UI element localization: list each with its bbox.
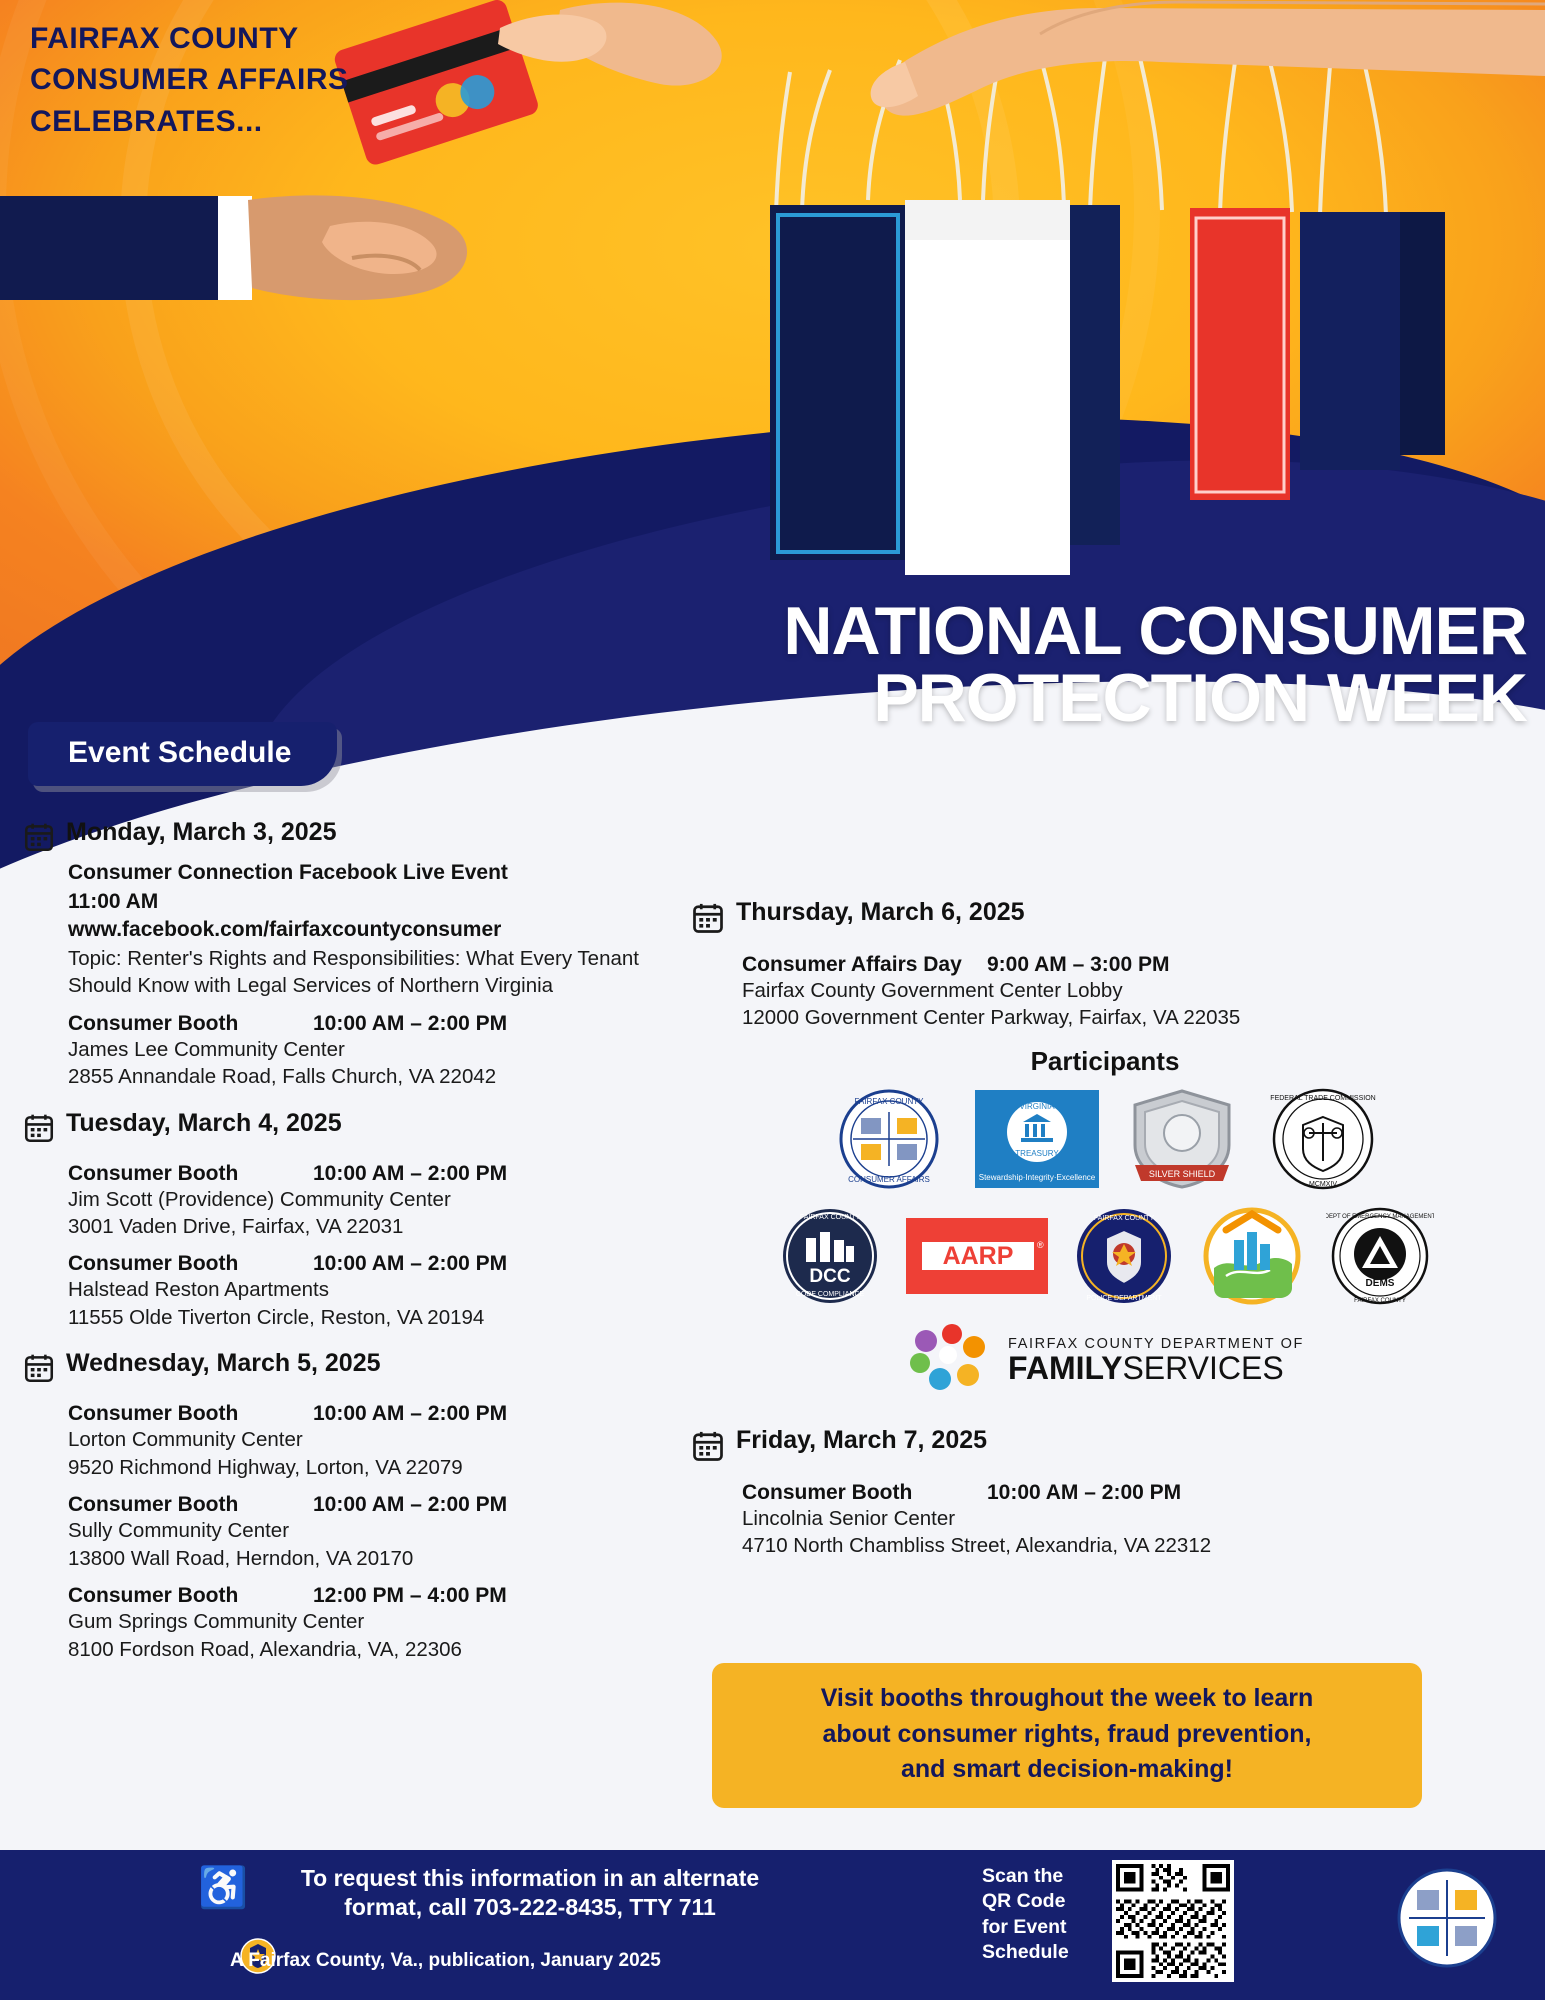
entry-time: 10:00 AM – 2:00 PM — [313, 1161, 508, 1185]
calendar-icon — [690, 1428, 726, 1469]
entry — [68, 1162, 682, 1241]
alternate-format-notice — [190, 1864, 870, 1923]
entry — [742, 953, 1520, 1032]
entry-time: 10:00 AM – 2:00 PM — [313, 1252, 508, 1276]
hero-kicker-line-1: FAIRFAX COUNTY — [30, 22, 299, 55]
svg-text:POLICE DEPARTMENT: POLICE DEPARTMENT — [1086, 1294, 1162, 1302]
svg-text:®: ® — [1037, 1239, 1044, 1250]
svg-text:MCMXIV: MCMXIV — [1309, 1180, 1337, 1188]
svg-text:Stewardship·Integrity·Excellen: Stewardship·Integrity·Excellence — [978, 1172, 1096, 1182]
schedule-right-column — [690, 880, 1520, 1560]
entry-time: 12:00 PM – 4:00 PM — [313, 1584, 507, 1608]
scan-qr-instructions — [982, 1864, 1069, 1965]
federal-trade-commission-seal — [1263, 1087, 1383, 1196]
callout-line-2: about consumer rights, fraud prevention, — [822, 1719, 1312, 1748]
entry-venue: Lincolnia Senior Center — [742, 1506, 956, 1530]
entry — [742, 1481, 1520, 1560]
svg-text:FEDERAL TRADE COMMISSION: FEDERAL TRADE COMMISSION — [1270, 1094, 1376, 1102]
svg-text:AARP: AARP — [942, 1241, 1014, 1270]
family-services-wordmark — [1008, 1336, 1304, 1386]
day-header-thursday — [690, 898, 1520, 941]
svg-text:TREASURY: TREASURY — [1015, 1148, 1059, 1158]
day-title: Wednesday, March 5, 2025 — [66, 1349, 381, 1378]
participants-row-2 — [690, 1206, 1520, 1311]
entry-address: 4710 North Chambliss Street, Alexandria, VA 22312 — [742, 1534, 1212, 1558]
participants-heading: Participants — [1030, 1045, 1180, 1076]
day-header-friday — [690, 1426, 1520, 1469]
entry — [68, 1252, 682, 1331]
hero-kicker — [30, 18, 349, 142]
entry-time: 10:00 AM – 2:00 PM — [313, 1011, 508, 1035]
svg-text:DCC: DCC — [809, 1265, 851, 1287]
callout-line-3: and smart decision-making! — [900, 1755, 1234, 1783]
event-title: Consumer Connection Facebook Live Event — [68, 861, 508, 884]
entry-venue: Fairfax County Government Center Lobby — [742, 979, 1123, 1002]
entry-label: Consumer Booth — [68, 1011, 239, 1035]
hero-kicker-line-2: CONSUMER AFFAIRS — [30, 63, 349, 97]
entry — [68, 1402, 682, 1481]
svg-text:DEMS: DEMS — [1365, 1277, 1395, 1289]
silver-shield-badge — [1123, 1087, 1241, 1196]
day-title: Thursday, March 6, 2025 — [736, 898, 1025, 926]
dcc-code-compliance-logo — [776, 1206, 884, 1311]
qr-code[interactable] — [1112, 1860, 1234, 1982]
calendar-icon — [690, 900, 726, 941]
fairfax-county-consumer-affairs-seal — [827, 1088, 951, 1195]
scan-line-4: Schedule — [982, 1941, 1069, 1964]
day-header-wednesday — [22, 1349, 682, 1390]
entry-label: Consumer Affairs Day — [742, 953, 962, 976]
day-header-tuesday — [22, 1109, 682, 1150]
friday-details — [690, 1481, 1520, 1560]
svg-text:VIRGINIA: VIRGINIA — [1019, 1101, 1055, 1111]
fairfax-county-family-services-logo — [906, 1321, 994, 1400]
svg-text:FAIRFAX COUNTY: FAIRFAX COUNTY — [854, 1096, 924, 1106]
family-services-subtitle: FAIRFAX COUNTY DEPARTMENT OF — [1008, 1335, 1304, 1352]
thursday-details — [690, 953, 1520, 1032]
dems-emergency-management-logo — [1326, 1206, 1434, 1311]
entry-address: 13800 Wall Road, Herndon, VA 20170 — [68, 1546, 414, 1570]
alt-format-line-2: format, call 703-222-8435, TTY 711 — [344, 1894, 716, 1921]
svg-text:SILVER SHIELD: SILVER SHIELD — [1148, 1168, 1216, 1179]
fairfax-county-consumer-affairs-seal-footer — [1395, 1866, 1499, 1975]
scan-line-3: for Event — [982, 1915, 1067, 1938]
entry-venue: Lorton Community Center — [68, 1428, 303, 1452]
entry-time: 10:00 AM – 2:00 PM — [313, 1493, 508, 1517]
entry-label: Consumer Booth — [68, 1161, 239, 1185]
fairfax-county-police-department-badge — [1070, 1206, 1178, 1311]
event-time: 11:00 AM — [68, 889, 159, 913]
entry-address: 8100 Fordson Road, Alexandria, VA, 22306 — [68, 1637, 462, 1661]
entry-address: 9520 Richmond Highway, Lorton, VA 22079 — [68, 1455, 463, 1479]
day-header-monday — [22, 818, 682, 859]
schedule-left-column — [22, 800, 682, 1663]
page-title-line-2: PROTECTION WEEK — [873, 659, 1527, 736]
entry-address: 11555 Olde Tiverton Circle, Reston, VA 20194 — [68, 1305, 485, 1329]
callout-line-1: Visit booths throughout the week to learn — [820, 1684, 1314, 1712]
wednesday-details — [22, 1402, 682, 1663]
alt-format-line-1: To request this information in an alternate — [300, 1865, 760, 1891]
hero-kicker-line-3: CELEBRATES... — [30, 104, 263, 138]
day-title: Tuesday, March 4, 2025 — [66, 1108, 342, 1137]
entry-venue: Halstead Reston Apartments — [68, 1278, 329, 1302]
calendar-icon — [22, 1111, 56, 1150]
entry-address: 2855 Annandale Road, Falls Church, VA 22042 — [68, 1065, 497, 1089]
entry-address: 12000 Government Center Parkway, Fairfax, VA 22035 — [742, 1006, 1241, 1030]
housing-community-development-logo — [1200, 1206, 1304, 1311]
callout-box — [712, 1663, 1422, 1808]
event-url[interactable]: www.facebook.com/fairfaxcountyconsumer — [68, 918, 502, 942]
entry-label: Consumer Booth — [68, 1493, 239, 1517]
entry — [68, 1012, 682, 1091]
calendar-icon — [22, 1351, 56, 1390]
participants-row-1 — [690, 1087, 1520, 1196]
participants-row-3 — [690, 1321, 1520, 1400]
page-title — [783, 593, 1527, 736]
family-services-rest: SERVICES — [1122, 1349, 1284, 1386]
entry-label: Consumer Booth — [742, 1480, 913, 1504]
monday-details — [22, 859, 682, 1091]
entry-label: Consumer Booth — [68, 1584, 239, 1608]
virginia-treasury-logo — [973, 1088, 1101, 1195]
svg-text:CONSUMER AFFAIRS: CONSUMER AFFAIRS — [848, 1174, 930, 1184]
footer-bar — [0, 1850, 1545, 2000]
aarp-logo — [906, 1218, 1048, 1299]
publication-note: A Fairfax County, Va., publication, January 2025 — [230, 1950, 661, 1971]
svg-text:FAIRFAX COUNTY: FAIRFAX COUNTY — [1354, 1297, 1406, 1304]
entry — [68, 1584, 682, 1663]
entry-venue: Gum Springs Community Center — [68, 1610, 365, 1634]
scan-line-2: QR Code — [982, 1890, 1066, 1913]
entry-label: Consumer Booth — [68, 1252, 239, 1276]
family-services-bold: FAMILY — [1008, 1349, 1123, 1386]
entry-address: 3001 Vaden Drive, Fairfax, VA 22031 — [68, 1214, 404, 1238]
entry-label: Consumer Booth — [68, 1402, 239, 1426]
svg-text:CODE COMPLIANCE: CODE COMPLIANCE — [795, 1290, 865, 1298]
svg-text:FAIRFAX COUNTY: FAIRFAX COUNTY — [799, 1213, 861, 1221]
scan-line-1: Scan the — [982, 1865, 1064, 1887]
entry-venue: Sully Community Center — [68, 1519, 290, 1543]
event-schedule-badge: Event Schedule — [28, 722, 337, 786]
page-title-line-1: NATIONAL CONSUMER — [783, 593, 1527, 669]
calendar-icon — [22, 820, 56, 859]
entry-venue: James Lee Community Center — [68, 1037, 345, 1061]
event-topic: Topic: Renter's Rights and Responsibilities: What Every Tenant Should Know with Legal Services of Northern Virginia — [68, 946, 639, 998]
entry-time: 10:00 AM – 2:00 PM — [313, 1402, 508, 1426]
entry-time: 9:00 AM – 3:00 PM — [987, 953, 1170, 976]
entry — [68, 1493, 682, 1572]
day-title: Monday, March 3, 2025 — [66, 818, 337, 846]
tuesday-details — [22, 1162, 682, 1332]
accessibility-icon: ♿ — [198, 1866, 248, 1910]
entry-time: 10:00 AM – 2:00 PM — [987, 1480, 1182, 1504]
day-title: Friday, March 7, 2025 — [736, 1425, 988, 1454]
svg-text:FAIRFAX COUNTY: FAIRFAX COUNTY — [1093, 1214, 1155, 1222]
svg-text:DEPT OF EMERGENCY MANAGEMENT: DEPT OF EMERGENCY MANAGEMENT — [1326, 1213, 1434, 1220]
entry-venue: Jim Scott (Providence) Community Center — [68, 1187, 451, 1211]
